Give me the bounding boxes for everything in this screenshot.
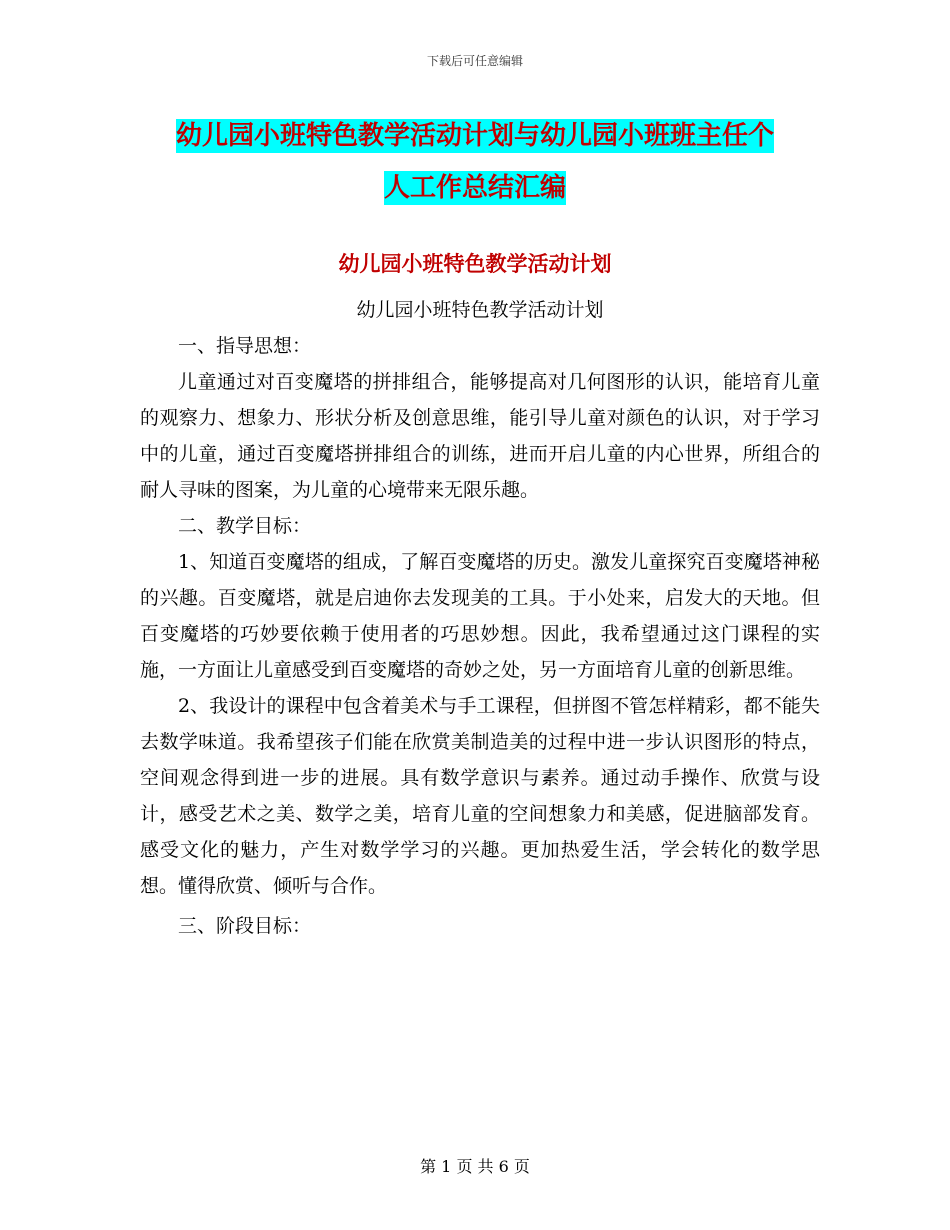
document-body — [140, 292, 820, 944]
paragraph-goal-1: 1、知道百变魔塔的组成，了解百变魔塔的历史。激发儿童探究百变魔塔神秘的兴趣。百变魔塔，就是启迪你去发现美的工具。于小处来，启发大的天地。但百变魔塔的巧妙要依赖于使用者的巧思妙想。因此，我希望通过这门课程的实施，一方面让儿童感受到百变魔塔的奇妙之处，另一方面培育儿童的创新思维。 — [140, 551, 820, 681]
subtitle: 幼儿园小班特色教学活动计划 — [356, 299, 604, 321]
title-highlight-2: 人工作总结汇编 — [383, 173, 566, 203]
document-title-line-1 — [0, 110, 950, 162]
document-title-line-2 — [0, 162, 950, 214]
heading-teaching-goals: 二、教学目标： — [178, 515, 312, 537]
document-title — [0, 110, 950, 214]
paragraph-goal-2: 2、我设计的课程中包含着美术与手工课程，但拼图不管怎样精彩，都不能失去数学味道。我希望孩子们能在欣赏美制造美的过程中进一步认识图形的特点，空间观念得到进一步的进展。具有数学意识与素养。通过动手操作、欣赏与设计，感受艺术之美、数学之美，培育儿童的空间想象力和美感，促进脑部发育。感受文化的魅力，产生对数学学习的兴趣。更加热爱生活，学会转化的数学思想。懂得欣赏、倾听与合作。 — [140, 695, 820, 897]
heading-stage-goals: 三、阶段目标： — [178, 915, 312, 937]
page-footer: 第 1 页 共 6 页 — [420, 1157, 530, 1176]
section-title: 幼儿园小班特色教学活动计划 — [338, 252, 612, 276]
title-highlight-1: 幼儿园小班特色教学活动计划与幼儿园小班班主任个 — [175, 121, 774, 151]
heading-guiding-thought: 一、指导思想： — [178, 335, 312, 357]
paragraph-guiding-thought: 儿童通过对百变魔塔的拼排组合，能够提高对几何图形的认识，能培育儿童的观察力、想象力、形状分析及创意思维，能引导儿童对颜色的认识，对于学习中的儿童，通过百变魔塔拼排组合的训练，进而开启儿童的内心世界，所组合的耐人寻味的图案，为儿童的心境带来无限乐趣。 — [140, 371, 820, 501]
header-note: 下载后可任意编辑 — [426, 54, 523, 68]
